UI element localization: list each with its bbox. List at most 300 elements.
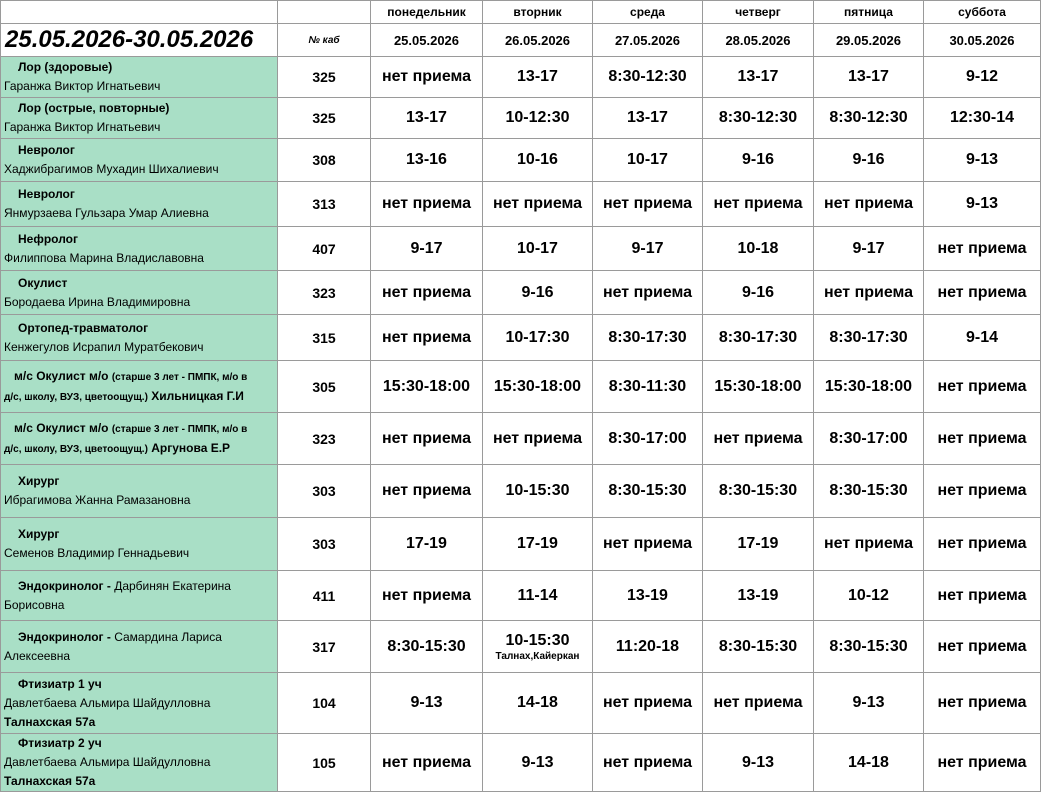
schedule-cell (371, 271, 483, 315)
table-row (1, 57, 1041, 98)
schedule-cell (814, 315, 924, 361)
cabinet-number: 303 (278, 465, 371, 518)
specialty-label (4, 525, 277, 544)
schedule-cell (371, 518, 483, 571)
schedule-cell (371, 413, 483, 465)
doctor-name: Давлетбаева Альмира Шайдулловна (4, 695, 211, 710)
schedule-time: нет приема (937, 694, 1027, 711)
cabinet-number: 411 (278, 571, 371, 621)
table-row (1, 139, 1041, 182)
schedule-time: 10-12 (848, 586, 889, 604)
schedule-time: нет приема (381, 586, 472, 604)
schedule-cell (703, 621, 814, 673)
schedule-time: нет приема (602, 535, 693, 552)
specialty-label (4, 185, 277, 204)
schedule-time: нет приема (381, 283, 472, 301)
schedule-cell (371, 98, 483, 139)
table-row (1, 465, 1041, 518)
schedule-cell (593, 139, 703, 182)
table-row (1, 621, 1041, 673)
schedule-cell (814, 98, 924, 139)
doctor-name: Янмурзаева Гульзара Умар Алиевна (4, 206, 209, 220)
schedule-time: 9-13 (965, 151, 999, 168)
schedule-cell (924, 139, 1041, 182)
schedule-time: 8:30-17:30 (829, 328, 908, 346)
day-name: вторник (483, 1, 593, 24)
schedule-cell (483, 182, 593, 227)
schedule-time: 10-12:30 (505, 109, 570, 126)
cabinet-number: 104 (278, 673, 371, 734)
schedule-time: нет приема (937, 586, 1027, 604)
specialty-name: м/с Окулист м/о (14, 420, 109, 435)
schedule-cell (814, 621, 924, 673)
schedule-cell (924, 98, 1041, 139)
schedule-time: нет приема (937, 377, 1027, 395)
schedule-time: нет приема (713, 694, 803, 711)
specialty-note: д/с, школу, ВУЗ, цветоощущ.) (4, 391, 148, 403)
schedule-time: 9-16 (741, 283, 775, 301)
schedule-time: нет приема (937, 637, 1027, 655)
schedule-time: 14-18 (517, 694, 558, 711)
table-row (1, 315, 1041, 361)
schedule-time: 8:30-12:30 (608, 68, 687, 85)
schedule-cell (924, 315, 1041, 361)
schedule-cell (814, 57, 924, 98)
schedule-cell (593, 465, 703, 518)
schedule-cell (703, 734, 814, 792)
schedule-cell (703, 315, 814, 361)
doctor-name-line (4, 204, 277, 223)
schedule-time: 17-19 (406, 535, 447, 552)
schedule-cell (924, 621, 1041, 673)
schedule-time: нет приема (823, 195, 914, 212)
specialty-name: Ортопед-травматолог (18, 320, 149, 335)
doctor-cell (1, 621, 278, 673)
specialty-label (4, 734, 277, 753)
schedule-time: 9-16 (852, 151, 885, 168)
schedule-cell (703, 271, 814, 315)
schedule-time: 12:30-14 (949, 109, 1015, 126)
specialty-name: Фтизиатр 1 уч (18, 676, 102, 691)
schedule-cell (593, 361, 703, 413)
schedule-time: 8:30-17:00 (829, 429, 908, 447)
schedule-time: 10-15:30 (505, 631, 570, 649)
schedule-time: 13-17 (517, 68, 558, 85)
specialty-label (4, 419, 277, 439)
doctor-cell (1, 465, 278, 518)
schedule-cell (703, 98, 814, 139)
schedule-time: 8:30-15:30 (718, 637, 798, 655)
schedule-time: нет приема (937, 482, 1027, 499)
schedule-time: 10-15:30 (505, 482, 570, 499)
doctor-name: Бородаева Ирина Владимировна (4, 294, 191, 309)
cabinet-number: 305 (278, 361, 371, 413)
specialty-label (4, 274, 277, 293)
schedule-cell (371, 465, 483, 518)
schedule-time: нет приема (713, 195, 803, 212)
specialty-name: Окулист (18, 275, 68, 290)
schedule-cell (924, 227, 1041, 271)
doctor-name: Аргунова Е.Р (151, 440, 231, 455)
schedule-cell (814, 734, 924, 792)
cabinet-number: 323 (278, 271, 371, 315)
doctor-name: Давлетбаева Альмира Шайдулловна (4, 755, 211, 769)
schedule-time: 13-17 (627, 109, 668, 126)
schedule-cell (703, 361, 814, 413)
schedule-cell (924, 413, 1041, 465)
schedule-time: 9-17 (410, 239, 443, 257)
schedule-cell (924, 571, 1041, 621)
cabinet-number: 323 (278, 413, 371, 465)
schedule-cell (593, 673, 703, 734)
week-title: 25.05.2026-30.05.2026 (1, 24, 278, 57)
doctor-name: Ибрагимова Жанна Рамазановна (4, 493, 191, 507)
schedule-time: 15:30-18:00 (824, 377, 913, 395)
specialty-name: Фтизиатр 2 уч (18, 736, 102, 750)
doctor-name-line (4, 338, 277, 357)
schedule-cell (924, 57, 1041, 98)
doctor-cell (1, 315, 278, 361)
schedule-cell (371, 139, 483, 182)
schedule-time: нет приема (381, 753, 472, 771)
specialty-note: (старше 3 лет - ПМПК, м/о в (111, 423, 248, 435)
doctor-name: Семенов Владимир Геннадьевич (4, 546, 190, 560)
schedule-time: нет приема (492, 429, 583, 447)
schedule-time: 13-16 (406, 151, 447, 168)
schedule-cell (814, 465, 924, 518)
schedule-cell (814, 227, 924, 271)
doctor-name-line (4, 596, 277, 615)
specialty-name: Лор (острые, повторные) (18, 101, 170, 115)
day-name-row (1, 1, 1041, 24)
doctor-name: Кенжегулов Исрапил Муратбекович (4, 339, 204, 354)
table-row (1, 271, 1041, 315)
doctor-name: Гаранжа Виктор Игнатьевич (4, 79, 161, 93)
schedule-cell (483, 734, 593, 792)
doctor-name-line (4, 491, 277, 510)
specialty-label (4, 230, 277, 249)
doctor-cell (1, 361, 278, 413)
cabinet-number: 317 (278, 621, 371, 673)
specialty-name: Эндокринолог - (18, 629, 115, 644)
schedule-time: нет приема (713, 429, 803, 447)
schedule-time: нет приема (381, 482, 472, 499)
schedule-cell (703, 571, 814, 621)
cabinet-number: 325 (278, 98, 371, 139)
doctor-cell (1, 139, 278, 182)
schedule-cell (814, 361, 924, 413)
cab-header: № каб (278, 24, 371, 57)
schedule-cell (593, 182, 703, 227)
blank-cell (1, 1, 278, 24)
table-row (1, 413, 1041, 465)
schedule-cell (814, 673, 924, 734)
schedule-cell (924, 673, 1041, 734)
table-row (1, 673, 1041, 734)
schedule-cell (703, 673, 814, 734)
schedule-cell (814, 518, 924, 571)
day-name: суббота (924, 1, 1041, 24)
schedule-time: нет приема (492, 195, 583, 212)
schedule-cell (483, 621, 593, 673)
day-date: 25.05.2026 (371, 24, 483, 57)
schedule-time: 9-13 (965, 195, 999, 212)
cabinet-number: 315 (278, 315, 371, 361)
schedule-cell (483, 57, 593, 98)
cabinet-number: 313 (278, 182, 371, 227)
doctor-cell (1, 98, 278, 139)
specialty-label (4, 628, 277, 647)
schedule-cell (924, 182, 1041, 227)
schedule-time: нет приема (602, 283, 693, 301)
day-date: 27.05.2026 (593, 24, 703, 57)
schedule-time: 8:30-15:30 (608, 482, 687, 499)
schedule-cell (593, 518, 703, 571)
doctor-name-line (4, 249, 277, 268)
specialty-label (4, 58, 277, 77)
schedule-cell (593, 227, 703, 271)
schedule-time: 9-14 (965, 328, 999, 346)
schedule-rows (1, 57, 1041, 792)
doctor-name: Филиппова Марина Владиславовна (4, 250, 204, 265)
schedule-cell (371, 673, 483, 734)
doctor-address: Талнахская 57а (4, 714, 96, 729)
schedule-time: нет приема (602, 694, 693, 711)
schedule-cell (814, 413, 924, 465)
schedule-cell (593, 621, 703, 673)
doctor-cell (1, 673, 278, 734)
schedule-cell (703, 57, 814, 98)
table-row (1, 227, 1041, 271)
schedule-time: 17-19 (517, 535, 558, 552)
doctor-cell (1, 413, 278, 465)
doctor-name-line (4, 439, 277, 459)
schedule-time: 8:30-15:30 (829, 637, 908, 655)
schedule-cell (924, 734, 1041, 792)
doctor-cell (1, 734, 278, 792)
doctor-cell (1, 271, 278, 315)
specialty-name: м/с Окулист м/о (14, 368, 109, 383)
specialty-note: (старше 3 лет - ПМПК, м/о в (111, 371, 248, 383)
schedule-cell (703, 518, 814, 571)
specialty-label (4, 141, 277, 160)
day-date: 30.05.2026 (924, 24, 1041, 57)
schedule-time: 9-17 (852, 239, 885, 257)
doctor-name: Алексеевна (4, 648, 71, 663)
specialty-name: Невролог (18, 187, 75, 201)
schedule-cell (703, 139, 814, 182)
schedule-cell (814, 139, 924, 182)
schedule-time: 15:30-18:00 (714, 377, 802, 395)
schedule-cell (703, 182, 814, 227)
doctor-name-line (4, 387, 277, 407)
schedule-cell (924, 518, 1041, 571)
day-name: пятница (814, 1, 924, 24)
schedule-cell (924, 465, 1041, 518)
doctor-name: Хильницкая Г.И (151, 388, 244, 403)
schedule-cell (593, 315, 703, 361)
schedule-time: нет приема (381, 328, 472, 346)
schedule-time: 9-13 (741, 753, 775, 771)
schedule-time: 17-19 (737, 535, 779, 552)
schedule-time: нет приема (602, 753, 693, 771)
schedule-cell (483, 571, 593, 621)
schedule-time: нет приема (823, 283, 914, 301)
schedule-time: 9-13 (521, 753, 554, 771)
doctor-name: Хаджибрагимов Мухадин Шихалиевич (4, 162, 219, 176)
schedule-cell (924, 361, 1041, 413)
schedule-time: 13-19 (627, 586, 668, 604)
schedule-time: 8:30-15:30 (829, 482, 908, 499)
specialty-label (4, 577, 277, 596)
schedule-time: 8:30-11:30 (608, 377, 687, 395)
table-row (1, 571, 1041, 621)
specialty-note: д/с, школу, ВУЗ, цветоощущ.) (4, 443, 148, 455)
schedule-location: Талнах,Кайеркан (495, 650, 580, 662)
schedule-cell (814, 571, 924, 621)
schedule-time: 15:30-18:00 (493, 377, 582, 395)
schedule-cell (593, 57, 703, 98)
doctor-cell (1, 57, 278, 98)
schedule-cell (924, 271, 1041, 315)
schedule-cell (814, 271, 924, 315)
schedule-time: 8:30-12:30 (829, 109, 908, 126)
schedule-cell (593, 734, 703, 792)
schedule-time: 11:20-18 (615, 637, 680, 655)
schedule-time: нет приема (937, 429, 1027, 447)
schedule-time: 9-13 (852, 694, 885, 711)
schedule-cell (483, 98, 593, 139)
schedule-time: нет приема (381, 195, 472, 212)
schedule-time: 10-18 (737, 239, 779, 257)
schedule-cell (371, 361, 483, 413)
schedule-time: 15:30-18:00 (382, 377, 471, 395)
schedule-cell (593, 571, 703, 621)
schedule-cell (483, 673, 593, 734)
schedule-cell (371, 621, 483, 673)
day-name: четверг (703, 1, 814, 24)
schedule-time: 10-17 (517, 239, 558, 257)
table-row (1, 361, 1041, 413)
cabinet-number: 407 (278, 227, 371, 271)
schedule-cell (814, 182, 924, 227)
schedule-time: 13-17 (848, 68, 889, 85)
schedule-cell (483, 227, 593, 271)
schedule-cell (593, 271, 703, 315)
specialty-name: Нефролог (18, 231, 78, 246)
specialty-label (4, 675, 277, 694)
schedule-time: нет приема (381, 68, 472, 85)
schedule-time: 9-17 (631, 239, 664, 257)
schedule-time: 14-18 (848, 753, 889, 771)
doctor-name-line (4, 160, 277, 179)
cabinet-number: 105 (278, 734, 371, 792)
schedule-time: 8:30-17:30 (718, 328, 798, 346)
doctor-name-line (4, 753, 277, 772)
doctor-name-line (4, 647, 277, 666)
schedule-cell (483, 361, 593, 413)
day-date: 29.05.2026 (814, 24, 924, 57)
schedule-cell (593, 98, 703, 139)
specialty-name: Лор (здоровые) (18, 60, 113, 74)
specialty-label (4, 99, 277, 118)
doctor-cell (1, 227, 278, 271)
table-row (1, 734, 1041, 792)
doctor-name-part: Дарбинян Екатерина (114, 578, 231, 593)
schedule-cell (371, 315, 483, 361)
specialty-label (4, 367, 277, 387)
schedule-time: 13-17 (406, 109, 447, 126)
specialty-name: Невролог (18, 143, 75, 157)
schedule-time: 11-14 (517, 586, 558, 604)
schedule-time: 13-17 (737, 68, 779, 85)
schedule-time: 10-16 (517, 151, 558, 168)
schedule-cell (703, 227, 814, 271)
schedule-cell (371, 227, 483, 271)
cabinet-number: 325 (278, 57, 371, 98)
schedule-cell (483, 315, 593, 361)
schedule-cell (371, 734, 483, 792)
table-row (1, 518, 1041, 571)
schedule-time: нет приема (937, 535, 1027, 552)
doctor-name-line (4, 293, 277, 312)
specialty-name: Эндокринолог - (18, 578, 115, 593)
schedule-time: 13-19 (737, 586, 779, 604)
specialty-name: Хирург (18, 527, 60, 541)
doctor-name-line (4, 544, 277, 563)
schedule-time: 9-16 (741, 151, 775, 168)
blank-cell (278, 1, 371, 24)
schedule-cell (371, 182, 483, 227)
doctor-name: Гаранжа Виктор Игнатьевич (4, 120, 161, 134)
doctor-name-line (4, 118, 277, 137)
schedule-time: нет приема (381, 429, 472, 447)
schedule-cell (483, 139, 593, 182)
doctor-cell (1, 518, 278, 571)
doctor-name-line (4, 77, 277, 96)
table-row (1, 182, 1041, 227)
schedule-cell (703, 465, 814, 518)
specialty-label (4, 472, 277, 491)
schedule-cell (371, 571, 483, 621)
table-row (1, 98, 1041, 139)
cabinet-number: 303 (278, 518, 371, 571)
schedule-time: нет приема (937, 753, 1027, 771)
cabinet-number: 308 (278, 139, 371, 182)
schedule-time: нет приема (937, 283, 1027, 301)
day-date: 28.05.2026 (703, 24, 814, 57)
schedule-cell (483, 413, 593, 465)
doctor-name-part: Самардина Лариса (114, 629, 222, 644)
schedule-cell (371, 57, 483, 98)
specialty-label (4, 319, 277, 338)
doctor-address: Талнахская 57а (4, 774, 96, 788)
schedule-time: 9-13 (410, 694, 443, 711)
schedule-time: 8:30-12:30 (718, 109, 798, 126)
schedule-cell (593, 413, 703, 465)
doctor-cell (1, 571, 278, 621)
schedule-cell (703, 413, 814, 465)
schedule-time: 10-17:30 (505, 328, 570, 346)
schedule-time: 9-16 (521, 283, 554, 301)
schedule-time: 9-12 (965, 68, 999, 85)
day-name: понедельник (371, 1, 483, 24)
schedule-time: 8:30-15:30 (387, 637, 466, 655)
schedule-cell (483, 465, 593, 518)
schedule-time: 8:30-17:30 (608, 328, 687, 346)
specialty-name: Хирург (18, 474, 60, 488)
doctor-name-line (4, 694, 277, 713)
